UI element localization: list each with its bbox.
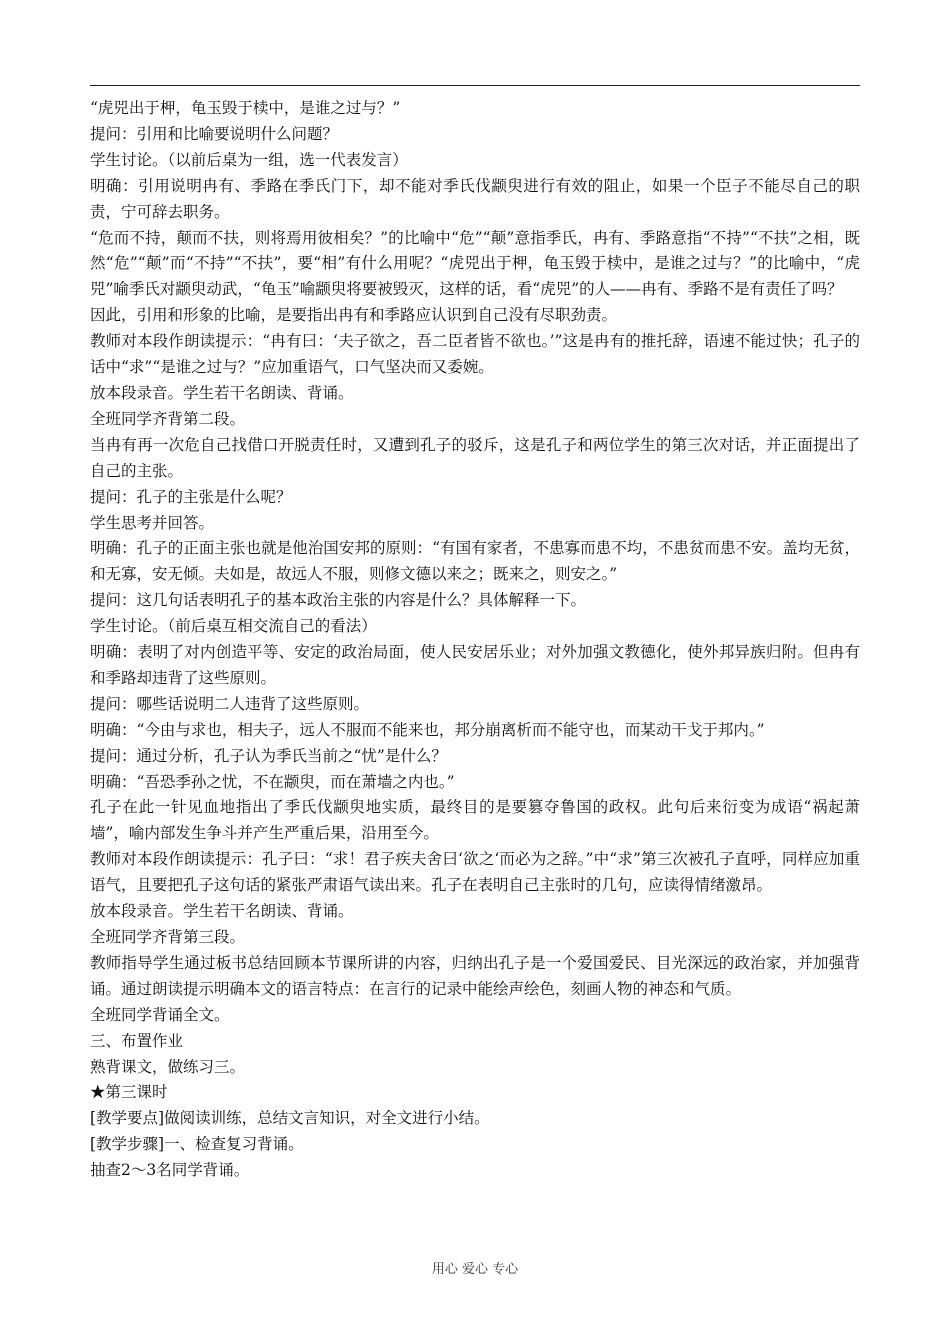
- header-rule: [90, 85, 860, 86]
- paragraph: 放本段录音。学生若干名朗读、背诵。: [90, 383, 354, 402]
- paragraph: 学生讨论。（前后桌互相交流自己的看法）: [90, 617, 377, 636]
- section-heading: ★第三课时: [90, 1083, 168, 1102]
- paragraph: 教师指导学生通过板书总结回顾本节课所讲的内容，归纳出孔子是一个爱国爱民、目光深远的政治家，并加强背诵。通过朗读提示明确本文的语言特点：在言行的记录中能绘声绘色，刻画人物的神态和气质。: [90, 953, 860, 998]
- paragraph: 因此，引用和形象的比喻，是要指出冉有和季路应认识到自己没有尽职劲责。: [90, 306, 618, 325]
- paragraph: 抽查2～3名同学背诵。: [90, 1161, 250, 1180]
- paragraph: 明确：表明了对内创造平等、安定的政治局面，使人民安居乐业；对外加强文教德化，使外邦异族归附。但冉有和季路却违背了这些原则。: [90, 643, 860, 687]
- paragraph: 全班同学背诵全文。: [90, 1005, 230, 1024]
- paragraph: 全班同学齐背第二段。: [90, 409, 246, 428]
- paragraph: 当冉有再一次危自己找借口开脱责任时，又遭到孔子的驳斥，这是孔子和两位学生的第三次对话，并正面提出了自己的主张。: [90, 435, 860, 480]
- paragraph: [教学步骤]一、检查复习背诵。: [90, 1135, 304, 1154]
- paragraph: 孔子在此一针见血地指出了季氏伐颛臾地实质，最终目的是要篡夺鲁国的政权。此句后来衍变为成语“祸起萧墙”，喻内部发生争斗并产生严重后果，沿用至今。: [90, 798, 860, 843]
- paragraph: “虎兕出于柙，龟玉毁于椟中，是谁之过与？”: [90, 99, 401, 117]
- section-heading: 三、布置作业: [90, 1031, 184, 1050]
- paragraph: 教师对本段作朗读提示：孔子曰：“求！君子疾夫舍曰‘欲之‘而必为之辞。”中“求”第三次被孔子直呼，同样应加重语气，且要把孔子这句话的紧张严肃语气读出来。孔子在表明自己主张时的几句，应读得情绪激昂。: [90, 850, 860, 895]
- paragraph: “危而不持，颠而不扶，则将焉用彼相矣？”的比喻中“危”“颠”意指季氏，冉有、季路意指“不持”“不扶”之相，既然“危”“颠”而“不持”“不扶”，要“相”有什么用呢？“虎兕出于柙，龟玉毁于椟中，是谁之过与？”的比喻中，“虎兕”喻季氏对颛臾动武，“龟玉”喻颛臾将要被毁灭，这样的话，看“虎兕”的人——冉有、季路不是有责任了吗？: [90, 228, 860, 299]
- paragraph: 明确：孔子的正面主张也就是他治国安邦的原则：“有国有家者，不患寡而患不均，不患贫而患不安。盖均无贫，和无寡，安无倾。夫如是，故远人不服，则修文德以来之；既来之，则安之。”: [90, 539, 860, 584]
- paragraph: 熟背课文，做练习三。: [90, 1057, 246, 1076]
- page-footer: 用心 爱心 专心: [431, 1262, 519, 1277]
- paragraph: 明确：引用说明冉有、季路在季氏门下，却不能对季氏伐颛臾进行有效的阻止，如果一个臣子不能尽自己的职责，宁可辞去职务。: [90, 176, 860, 221]
- paragraph: 学生讨论。（以前后桌为一组，选一代表发言）: [90, 150, 408, 169]
- paragraph: 提问：这几句话表明孔子的基本政治主张的内容是什么？具体解释一下。: [90, 591, 587, 610]
- paragraph: 全班同学齐背第三段。: [90, 928, 246, 946]
- paragraph: 教师对本段作朗读提示：“冉有曰：‘夫子欲之，吾二臣者皆不欲也。’”这是冉有的推托辞，语速不能过快；孔子的话中“求”“是谁之过与？”应加重语气，口气坚决而又委婉。: [90, 332, 860, 377]
- document-body: [90, 96, 860, 1184]
- paragraph: 明确：“今由与求也，相夫子，远人不服而不能来也，邦分崩离析而不能守也，而某动干戈于邦内。”: [90, 720, 765, 739]
- paragraph: 提问：通过分析，孔子认为季氏当前之“忧”是什么？: [90, 746, 447, 765]
- paragraph: 提问：孔子的主张是什么呢？: [90, 487, 292, 506]
- paragraph: 提问：引用和比喻要说明什么问题？: [90, 124, 339, 143]
- paragraph: 学生思考并回答。: [90, 513, 215, 532]
- paragraph: 放本段录音。学生若干名朗读、背诵。: [90, 902, 354, 921]
- paragraph: [教学要点]做阅读训练，总结文言知识，对全文进行小结。: [90, 1109, 490, 1128]
- paragraph: 提问：哪些话说明二人违背了这些原则。: [90, 694, 370, 713]
- paragraph: 明确：“吾恐季孙之忧，不在颛臾，而在萧墙之内也。”: [90, 772, 455, 791]
